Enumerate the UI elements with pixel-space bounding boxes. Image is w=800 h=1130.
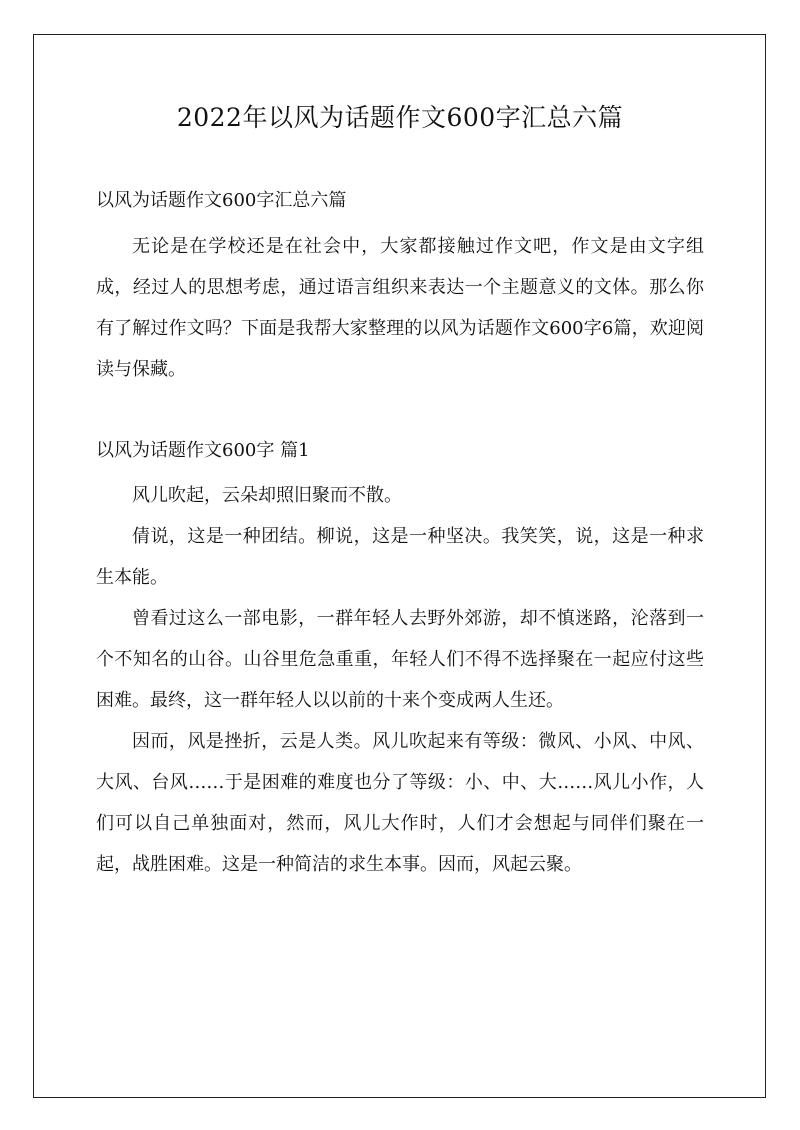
intro-paragraph: 无论是在学校还是在社会中，大家都接触过作文吧，作文是由文字组成，经过人的思想考虑，通过语言组织来表达一个主题意义的文体。那么你有了解过作文吗？下面是我帮大家整理的以风为话题作文600字6篇，欢迎阅读与保藏。 [96,236,704,380]
section-paragraph: 曾看过这么一部电影，一群年轻人去野外郊游，却不慎迷路，沦落到一个不知名的山谷。山谷里危急重重，年轻人们不得不选择聚在一起应付这些困难。最终，这一群年轻人以以前的十来个变成两人生还。 [96,608,704,711]
document-body [96,186,704,885]
section-paragraph: 风儿吹起，云朵却照旧聚而不散。 [132,485,402,506]
section-spacer [96,390,704,436]
document-subtitle: 以风为话题作文600字汇总六篇 [96,190,347,211]
document-title: 2022年以风为话题作文600字汇总六篇 [176,103,624,132]
section-heading: 以风为话题作文600字 篇1 [96,440,310,461]
section-paragraph: 倩说，这是一种团结。柳说，这是一种坚决。我笑笑，说，这是一种求生本能。 [96,526,704,588]
section-paragraph: 因而，风是挫折，云是人类。风儿吹起来有等级：微风、小风、中风、大风、台风……于是困难的难度也分了等级：小、中、大……风儿小作，人们可以自己单独面对，然而，风儿大作时，人们才会想起与同伴们聚在一起，战胜困难。这是一种简洁的求生本事。因而，风起云聚。 [96,731,704,875]
section-body [96,475,704,885]
